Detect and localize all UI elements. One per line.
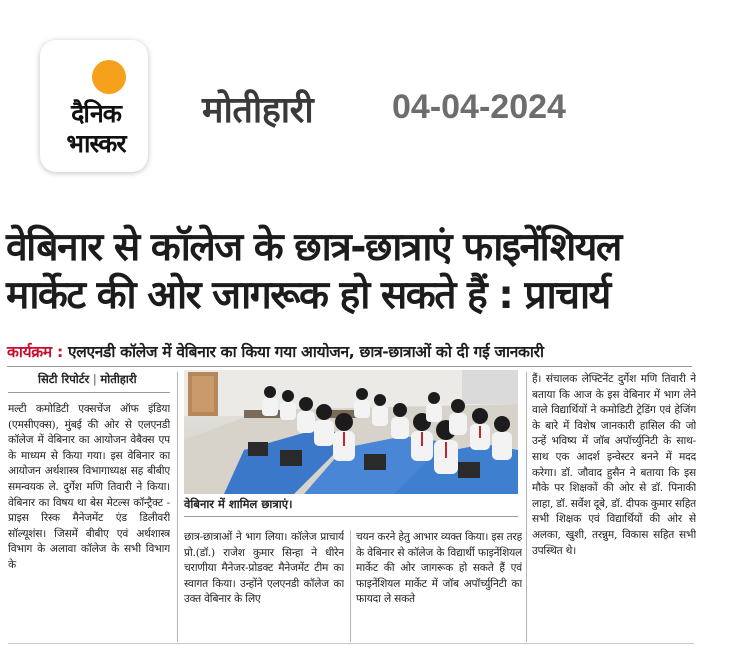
article-column-2: छात्र-छात्राओं ने भाग लिया। कॉलेज प्राचार्य प्रो.(डॉ.) राजेश कुमार सिन्हा ने धीरेन चराणीया मैनेजर-प्रोडक्ट मैनेजमेंट टीम का स्वागत किया। उन्होंने एलएनडी कॉलेज का उक्त वेबिनार के लिए xyxy=(184,531,344,606)
column-divider xyxy=(177,372,178,642)
logo-text-line1: दैनिक xyxy=(71,99,121,128)
article-subhead xyxy=(7,340,697,362)
article-headline: वेबिनार से कॉलेज के छात्र-छात्राएं फाइनेंशियल मार्केट की ओर जागरूक हो सकते हैं : प्राचार्य xyxy=(6,225,621,318)
subhead-text: एलएनडी कॉलेज में वेबिनार का किया गया आयोजन, छात्र-छात्राओं को दी गई जानकारी xyxy=(62,343,544,361)
students-at-computers-illustration xyxy=(184,370,518,494)
subhead-divider xyxy=(7,366,692,367)
caption-divider xyxy=(184,516,518,517)
subhead-tag: कार्यक्रम : xyxy=(7,343,63,361)
byline-place: मोतीहारी xyxy=(100,372,137,386)
clipping-bottom-edge xyxy=(8,643,694,644)
logo-text-line2: भास्कर xyxy=(66,129,126,158)
column-divider xyxy=(350,530,351,642)
edition-date: 04-04-2024 xyxy=(392,88,566,126)
classroom-photo xyxy=(184,370,518,494)
sun-icon xyxy=(92,60,126,94)
byline-reporter: सिटी रिपोर्टर xyxy=(38,372,90,386)
byline xyxy=(38,372,137,387)
column-divider xyxy=(526,372,527,642)
byline-divider xyxy=(8,392,170,393)
byline-separator: | xyxy=(89,372,101,386)
city-name: मोतीहारी xyxy=(202,90,314,131)
article-column-3: चयन करने हेतु आभार व्यक्त किया। इस तरह के वेबिनार से कॉलेज के विद्यार्थी फाइनेंशियल मार्केट की ओर जागरूक हो सकते हैं एवं फाइनेंशियल मार्केट में जॉब अपॉर्च्युनिटी का फायदा ले सकते xyxy=(356,531,522,606)
photo-caption: वेबिनार में शामिल छात्राएं। xyxy=(184,497,293,511)
article-column-1: मल्टी कमोडिटी एक्सचेंज ऑफ इंडिया (एमसीएक्स), मुंबई की ओर से एलएनडी कॉलेज में वेबिनार का आयोजन वेबैक्स एप के माध्यम से किया गया। इस वेबिनार का आयोजन अर्थशास्त्र विभागाध्यक्ष सह बीबीए समन्वयक ले. दुर्गेश मणि तिवारी ने किया। वेबिनार का विषय था बेस मेटल्स कॉन्ट्रैक्ट - प्राइस रिस्क मैनेजमेंट एंड डिलीवरी सॉल्यूशंस। जिसमें बीबीए एवं अर्थशास्त्र विभाग के अलावा कॉलेज के सभी विभाग के xyxy=(8,403,170,571)
dainik-bhaskar-logo xyxy=(40,40,148,172)
news-clipping xyxy=(0,224,730,646)
article-column-4: हैं। संचालक लेफ्टिनेंट दुर्गेश मणि तिवारी ने बताया कि आज के इस वेबिनार में भाग लेने वाले विद्यार्थियों ने कमोडिटी ट्रेडिंग एवं हेजिंग के बारे में विशेष जानकारी हासिल की जो उन्हें भविष्य में जॉब अपॉर्च्युनिटी के साथ-साथ एक आदर्श इन्वेस्टर बनने में मदद करेगा। डॉ. जौवाद हुसैन ने बताया कि इस मौके पर शिक्षकों की ओर से डॉ. पिनाकी लाहा, डॉ. सर्वेश दूबे, डॉ. दीपक कुमार सहित सभी शिक्षक एवं विद्यार्थियों की ओर से अलका, खुशी, तरन्नुम, विकास सहित सभी उपस्थित थे। xyxy=(532,373,696,557)
